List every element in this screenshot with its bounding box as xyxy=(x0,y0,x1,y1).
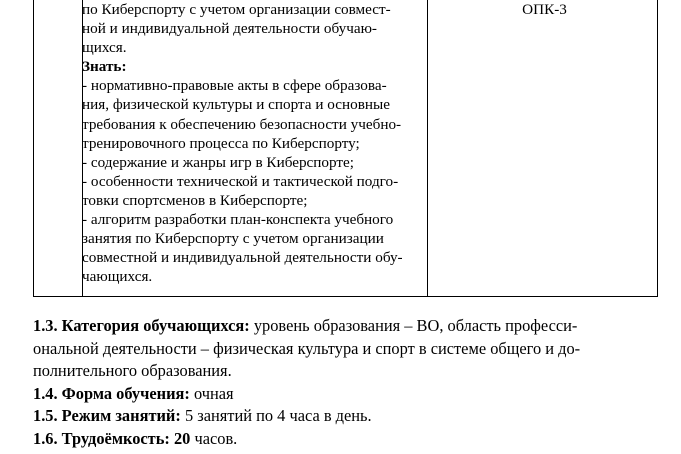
list-item: - особенности технической и тактической подго- xyxy=(82,172,399,190)
form-value: очная xyxy=(189,383,234,403)
know-heading: Знать: xyxy=(82,58,127,76)
list-item: ния, физической культуры и спорта и основные xyxy=(82,96,390,114)
workload-hours: 20 xyxy=(169,428,191,448)
category-line: ональной деятельности – физическая культура и спорт в системе общего и до- xyxy=(33,338,581,358)
workload-label: 1.6. Трудоёмкость: xyxy=(33,428,170,448)
skills-cell xyxy=(82,0,423,286)
list-item: - алгоритм разработки план-конспекта учебного xyxy=(82,211,394,229)
text-line: щихся. xyxy=(82,39,127,57)
list-item: - содержание и жанры игр в Киберспорте; xyxy=(82,153,355,171)
list-item: требования к обеспечению безопасности учебно- xyxy=(82,115,402,133)
schedule-label: 1.5. Режим занятий: xyxy=(33,406,181,425)
competence-code: ОПК-3 xyxy=(522,1,567,18)
schedule-line xyxy=(33,405,659,428)
text-line: ной и индивидуальной деятельности обучаю- xyxy=(82,20,377,38)
text-line: по Киберспорту с учетом организации совмест- xyxy=(82,1,391,18)
category-text: уровень образования – ВО, область професси- xyxy=(249,316,578,335)
competence-table xyxy=(33,0,658,297)
list-item: тренировочного процесса по Киберспорту; xyxy=(82,134,360,152)
form-label: 1.4. Форма обучения: xyxy=(33,383,190,403)
category-line xyxy=(33,315,659,338)
list-item: чающихся. xyxy=(82,268,153,286)
category-line: полнительного образования. xyxy=(33,361,232,380)
schedule-value: 5 занятий по 4 часа в день. xyxy=(180,406,372,425)
table-divider xyxy=(427,0,428,296)
form-line xyxy=(33,383,659,406)
list-item: - нормативно-правовые акты в сфере образова- xyxy=(82,77,387,95)
workload-unit: часов. xyxy=(190,428,238,448)
category-label: 1.3. Категория обучающихся: xyxy=(33,316,250,335)
list-item: занятия по Киберспорту с учетом организации xyxy=(82,230,384,248)
list-item: товки спортсменов в Киберспорте; xyxy=(82,191,308,209)
workload-line xyxy=(33,428,659,451)
list-item: совместной и индивидуальной деятельности обу- xyxy=(82,249,403,267)
course-info xyxy=(33,315,659,450)
